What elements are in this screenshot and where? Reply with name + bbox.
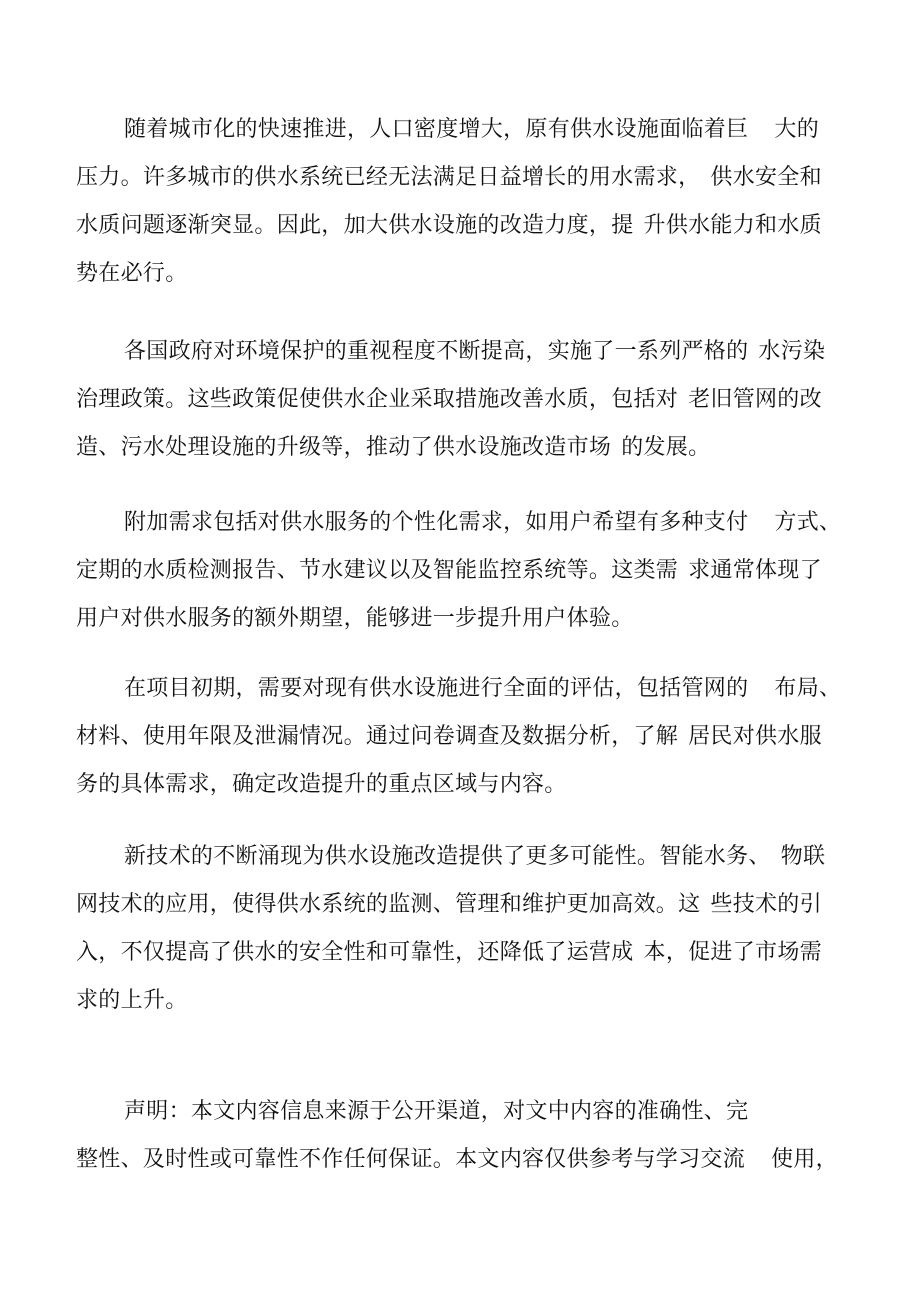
- text-line: 材料、使用年限及泄漏情况。通过问卷调查及数据分析，了解 居民对供水服: [76, 724, 822, 749]
- text-line: 附加需求包括对供水服务的个性化需求，如用户希望有多种支付 方式、: [124, 510, 842, 535]
- paragraph-environment-policy: [76, 334, 846, 466]
- text-line: 造、污水处理设施的升级等，推动了供水设施改造市场 的发展。: [76, 435, 711, 460]
- text-line: 声明：本文内容信息来源于公开渠道，对文中内容的准确性、完: [124, 1099, 749, 1124]
- text-line: 网技术的应用，使得供水系统的监测、管理和维护更加高效。这 些技术的引: [76, 892, 822, 917]
- text-line: 用户对供水服务的额外期望，能够进一步提升用户体验。: [76, 606, 634, 631]
- text-line: 水质问题逐渐突显。因此，加大供水设施的改造力度，提 升供水能力和水质: [76, 213, 822, 238]
- text-line: 求的上升。: [76, 988, 188, 1013]
- text-line: 务的具体需求，确定改造提升的重点区域与内容。: [76, 772, 567, 797]
- text-line: 势在必行。: [76, 261, 188, 286]
- paragraph-disclaimer: [76, 1094, 846, 1178]
- paragraph-urbanization: [76, 112, 846, 292]
- text-line: 各国政府对环境保护的重视程度不断提高，实施了一系列严格的 水污染: [124, 339, 826, 364]
- text-line: 整性、及时性或可靠性不作任何保证。本文内容仅供参考与学习交流 使用，: [76, 1147, 838, 1172]
- paragraph-additional-demand: [76, 505, 846, 637]
- text-line: 入，不仅提高了供水的安全性和可靠性，还降低了运营成 本，促进了市场需: [76, 940, 822, 965]
- paragraph-new-technology: [76, 839, 846, 1019]
- text-line: 压力。许多城市的供水系统已经无法满足日益增长的用水需求， 供水安全和: [76, 165, 822, 190]
- text-line: 随着城市化的快速推进，人口密度增大，原有供水设施面临着巨 大的: [124, 117, 820, 142]
- text-line: 治理政策。这些政策促使供水企业采取措施改善水质，包括对 老旧管网的改: [76, 387, 822, 412]
- text-line: 在项目初期，需要对现有供水设施进行全面的评估，包括管网的 布局、: [124, 676, 842, 701]
- paragraph-project-assessment: [76, 671, 846, 803]
- text-line: 新技术的不断涌现为供水设施改造提供了更多可能性。智能水务、 物联: [124, 844, 826, 869]
- text-line: 定期的水质检测报告、节水建议以及智能监控系统等。这类需 求通常体现了: [76, 558, 822, 583]
